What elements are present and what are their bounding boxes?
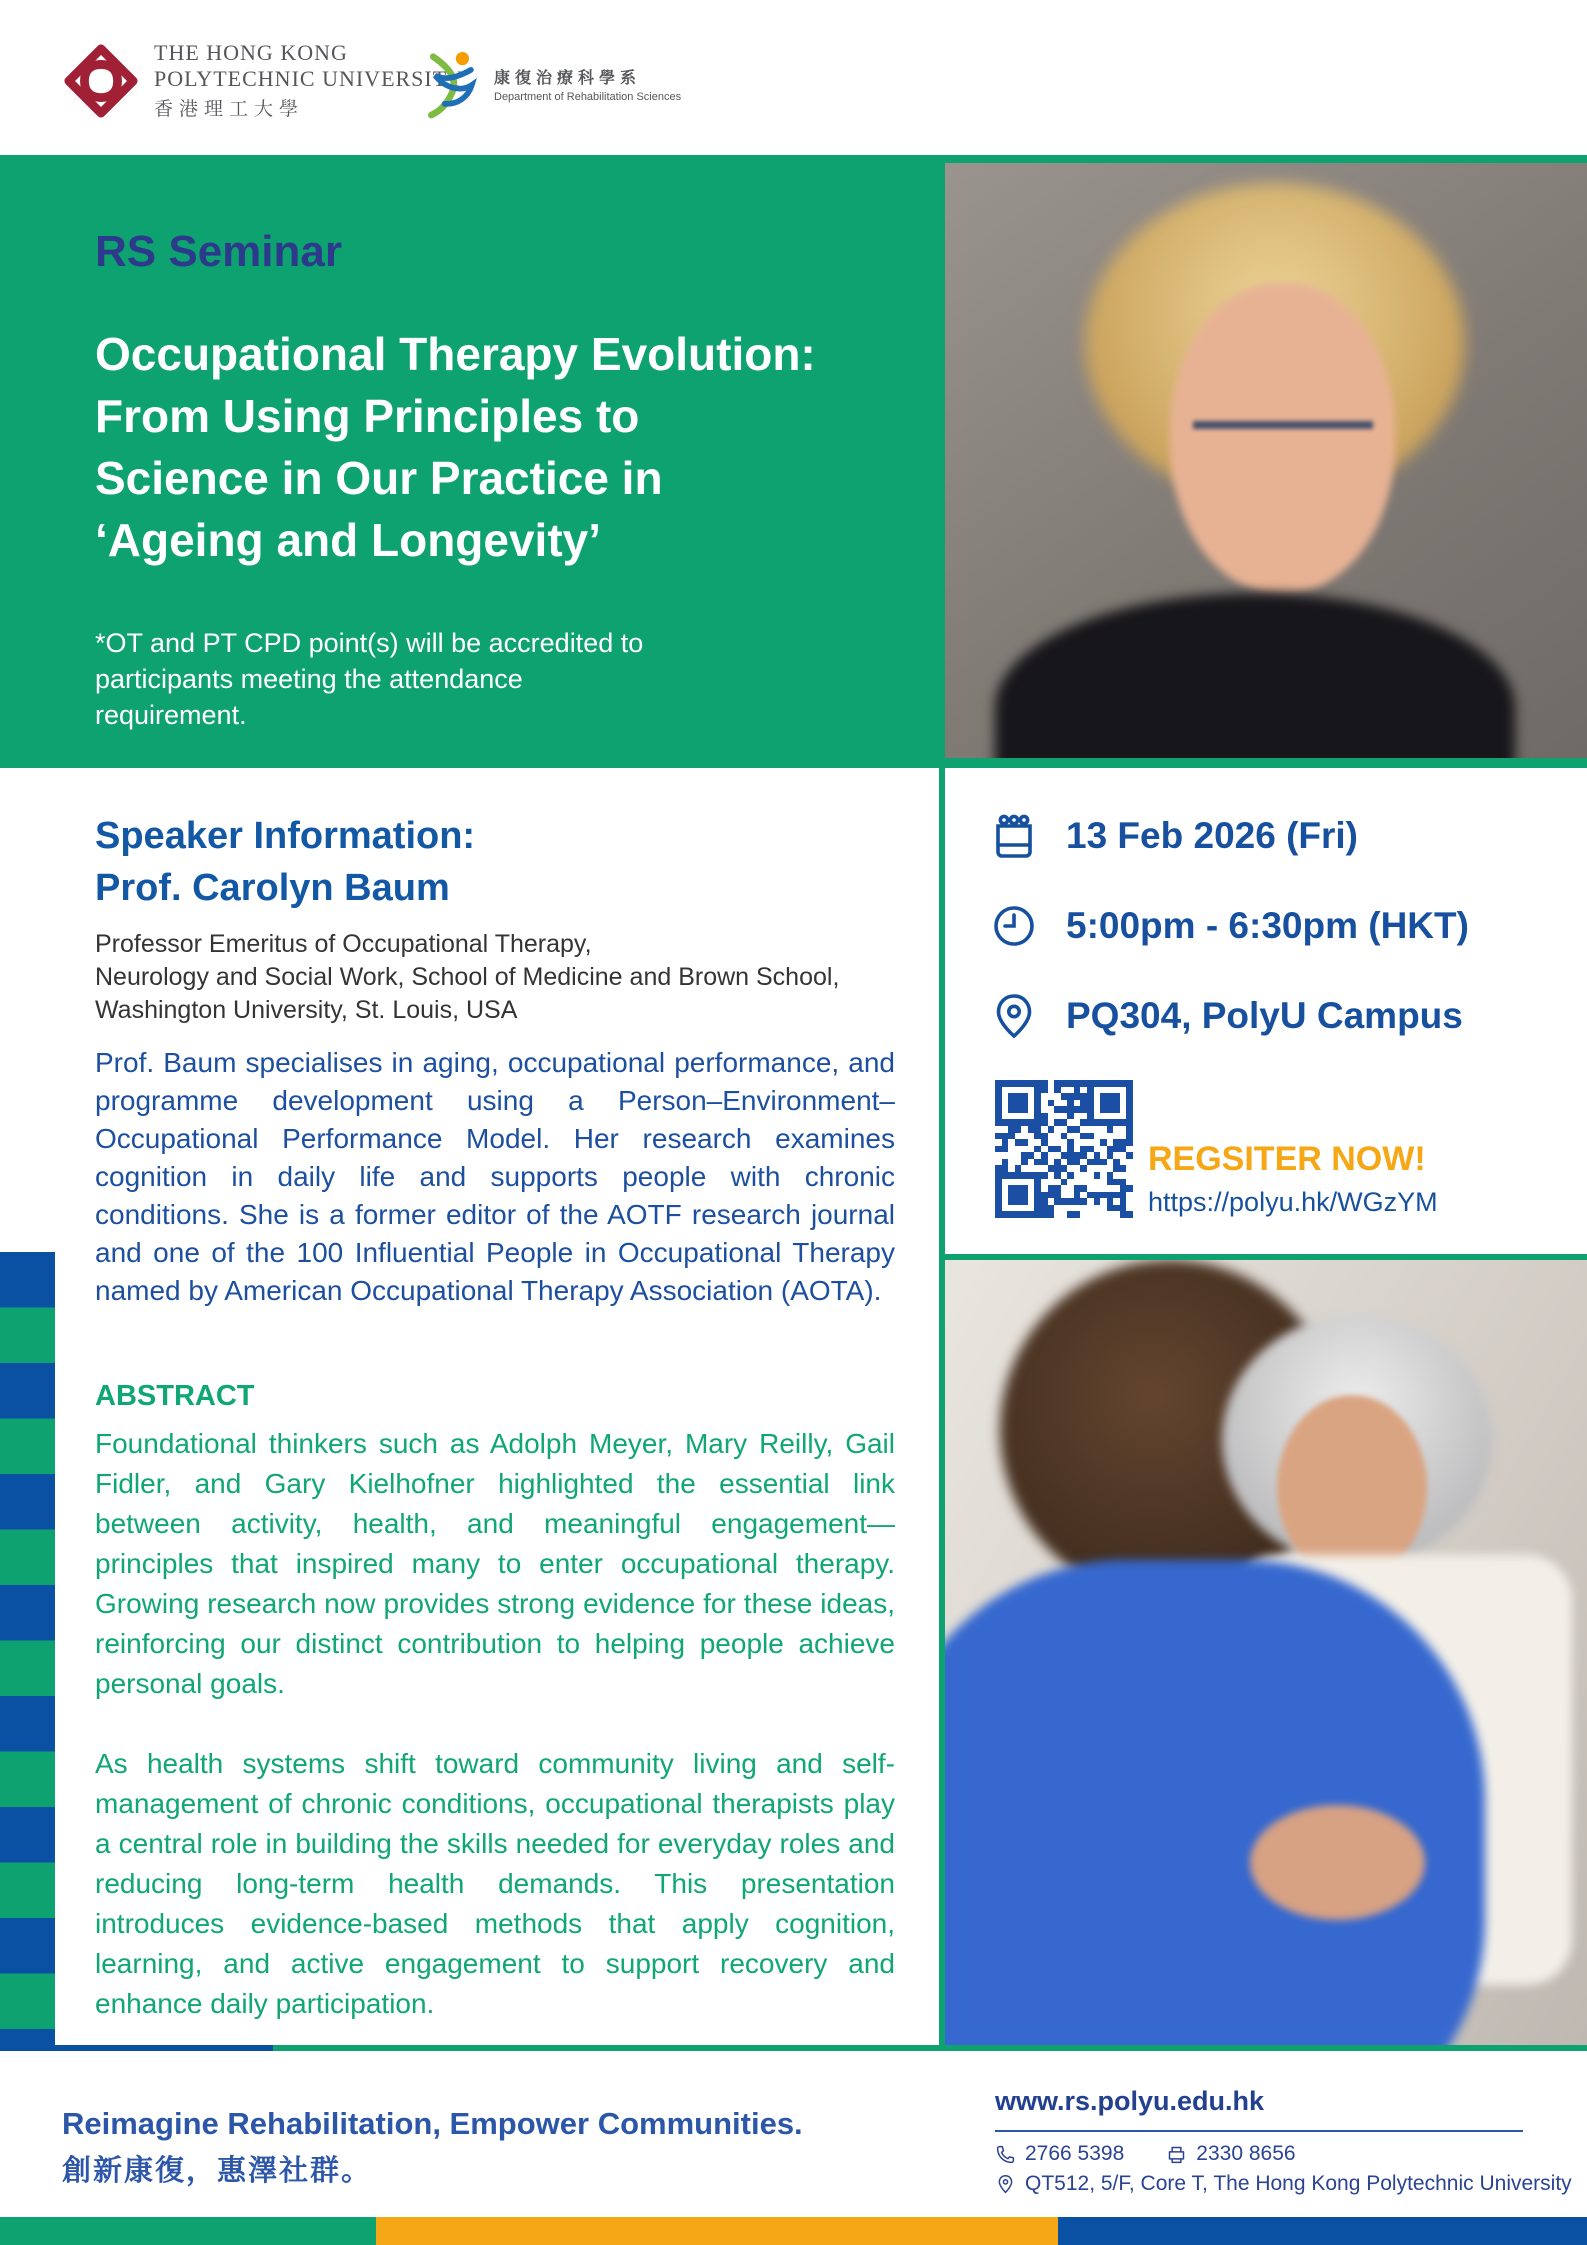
- affiliation-line3: Washington University, St. Louis, USA: [95, 996, 518, 1024]
- speaker-photo-glasses: [1193, 421, 1373, 429]
- header: [0, 0, 1587, 155]
- speaker-affiliation: [95, 928, 839, 1027]
- title-line-3: Science in Our Practice in: [95, 452, 663, 504]
- dept-wordmark: [494, 65, 681, 103]
- location-pin-icon: [990, 992, 1038, 1040]
- holding-hands: [1250, 1805, 1425, 1920]
- clock-icon: [990, 902, 1038, 950]
- fax-number: 2330 8656: [1196, 2142, 1296, 2165]
- series-label: RS Seminar: [95, 227, 342, 276]
- event-venue: PQ304, PolyU Campus: [1066, 995, 1463, 1036]
- speaker-heading: [95, 810, 475, 914]
- polyu-logo: [62, 40, 464, 121]
- address-row: [995, 2172, 1572, 2196]
- slogan-chinese: 創新康復，惠澤社群。: [62, 2155, 373, 2187]
- event-date-row: [990, 812, 1469, 860]
- slogan-english: Reimagine Rehabilitation, Empower Communities.: [62, 2106, 803, 2141]
- polyu-wordmark: [154, 40, 464, 121]
- abstract-paragraph-1: Foundational thinkers such as Adolph Meyer, Mary Reilly, Gail Fidler, and Gary Kielhofner highlighted the essential link between activity, health, and meaningful engagement—principles that inspired many to enter occupational therapy. Growing research now provides strong evidence for these ideas, reinforcing our distinct contribution to helping people achieve personal goals.: [95, 1428, 895, 1699]
- registration-url[interactable]: https://polyu.hk/WGzYM: [1148, 1187, 1438, 1217]
- address-text: QT512, 5/F, Core T, The Hong Kong Polytechnic University: [1025, 2172, 1572, 2195]
- polyu-name-en-line2: POLYTECHNIC UNIVERSITY: [154, 66, 465, 91]
- qr-code: [995, 1080, 1133, 1218]
- event-time-row: [990, 902, 1469, 950]
- speaker-heading-line1: Speaker Information:: [95, 815, 476, 857]
- affiliation-line1: Professor Emeritus of Occupational Therapy,: [95, 930, 592, 958]
- title-line-2: From Using Principles to: [95, 390, 640, 442]
- calendar-icon: [990, 812, 1038, 860]
- phone-contact: [995, 2142, 1124, 2166]
- footer-divider: [0, 2045, 1587, 2051]
- affiliation-line2: Neurology and Social Work, School of Medicine and Brown School,: [95, 963, 840, 991]
- cpd-footnote: *OT and PT CPD point(s) will be accredited to participants meeting the attendance requirement.: [95, 628, 644, 730]
- running-figure-icon: [420, 48, 486, 120]
- event-venue-row: [990, 992, 1469, 1040]
- speaker-bio: Prof. Baum specialises in aging, occupational performance, and programme development using a Person–Environment–Occupational Performance Model. Her research examines cognition in daily life and supports people with chronic conditions. She is a former editor of the AOTF research journal and one of the 100 Influential People in Occupational Therapy named by American Occupational Therapy Association (AOTA).: [95, 1047, 895, 1306]
- title-line-4: ‘Ageing and Longevity’: [95, 514, 602, 566]
- therapist-scrubs: [945, 1560, 1485, 2045]
- title-banner: [0, 155, 1587, 768]
- speaker-photo-shoulders: [995, 593, 1515, 758]
- registration-block: [1148, 1140, 1438, 1218]
- event-date: 13 Feb 2026 (Fri): [1066, 815, 1359, 856]
- fax-icon: [1166, 2144, 1187, 2165]
- dept-name-zh: 康復治療科學系: [494, 70, 642, 87]
- contact-row: [995, 2142, 1338, 2166]
- speaker-photo-face: [1170, 283, 1395, 593]
- elder-face: [1277, 1395, 1427, 1580]
- seminar-title: [95, 323, 925, 571]
- event-details: [990, 812, 1469, 1082]
- speaker-heading-line2: Prof. Carolyn Baum: [95, 867, 450, 909]
- title-line-1: Occupational Therapy Evolution:: [95, 328, 816, 380]
- polyu-name-en-line1: THE HONG KONG: [154, 40, 348, 65]
- register-now-label: REGSITER NOW!: [1148, 1140, 1426, 1178]
- phone-number: 2766 5398: [1025, 2142, 1125, 2165]
- speaker-photo: [945, 163, 1587, 758]
- polyu-name-zh: 香港理工大學: [154, 99, 305, 120]
- abstract-paragraph-2: As health systems shift toward community living and self-management of chronic conditions, occupational therapists play a central role in building the skills needed for everyday roles and reducing long-term health demands. This presentation introduces evidence-based methods that apply cognition, learning, and active engagement to support recovery and enhance daily participation.: [95, 1748, 895, 2019]
- dept-logo: [420, 48, 681, 120]
- therapy-session-photo: [945, 1260, 1587, 2045]
- website-underline: [995, 2130, 1523, 2132]
- fax-contact: [1166, 2142, 1295, 2166]
- left-accent-stripe: [0, 1252, 55, 2045]
- abstract-heading: ABSTRACT: [95, 1380, 255, 1412]
- department-website[interactable]: www.rs.polyu.edu.hk: [995, 2086, 1265, 2116]
- bottom-color-bar: [0, 2217, 1587, 2245]
- event-time: 5:00pm - 6:30pm (HKT): [1066, 905, 1469, 946]
- polyu-knot-icon: [62, 42, 140, 120]
- phone-icon: [995, 2144, 1016, 2165]
- dept-name-en: Department of Rehabilitation Sciences: [494, 91, 682, 103]
- address-pin-icon: [995, 2174, 1016, 2195]
